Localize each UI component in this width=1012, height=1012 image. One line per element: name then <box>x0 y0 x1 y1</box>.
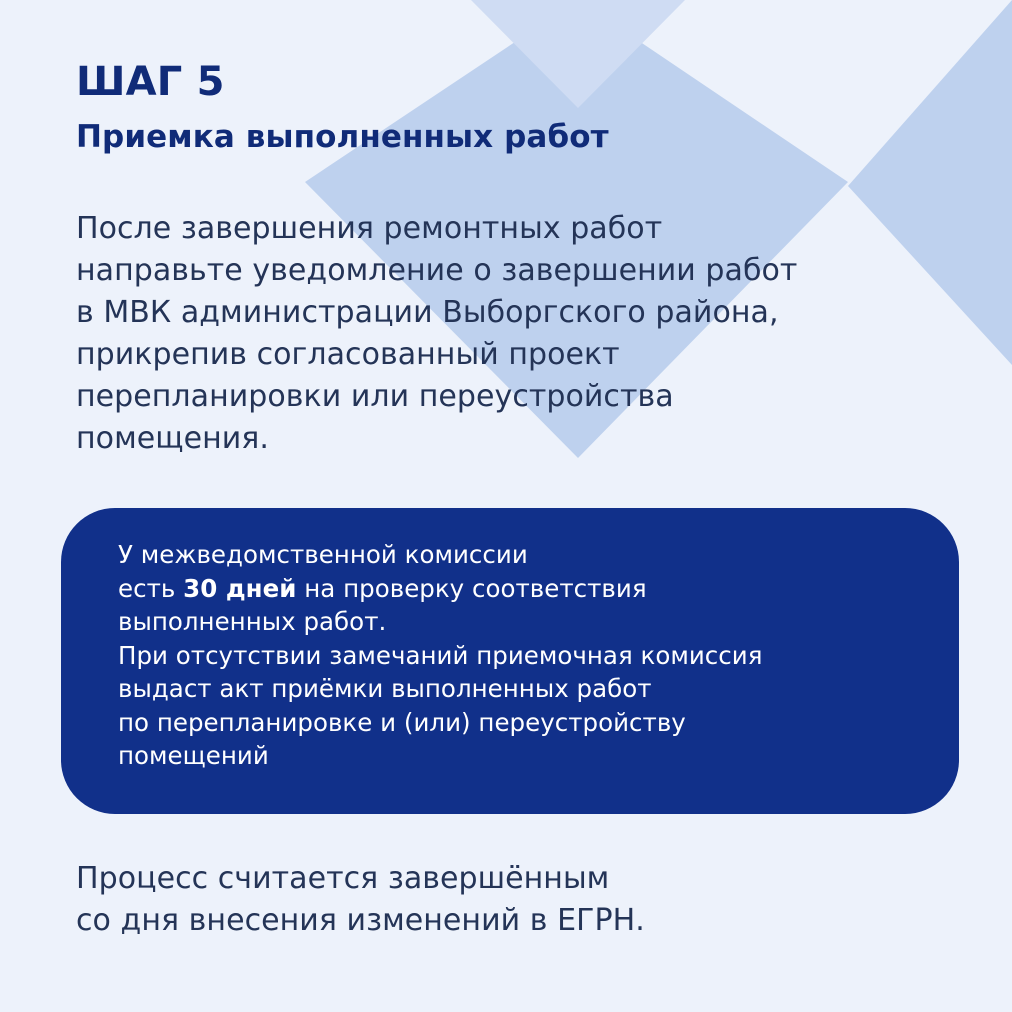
intro-line: перепланировки или переустройства <box>76 379 674 414</box>
intro-paragraph <box>76 208 956 460</box>
info-line: У межведомственной комиссии <box>118 540 528 569</box>
info-line: по перепланировке и (или) переустройству <box>118 707 686 737</box>
step-title: ШАГ 5 <box>76 59 225 105</box>
info-panel <box>61 508 959 814</box>
info-line-deadline <box>118 572 919 606</box>
intro-line: После завершения ремонтных работ <box>76 211 663 246</box>
info-panel-text <box>118 538 919 773</box>
info-line: выполненных работ. <box>118 607 387 637</box>
info-line: выдаст акт приёмки выполненных работ <box>118 674 652 704</box>
intro-line: в МВК администрации Выборгского района, <box>76 295 779 330</box>
deadline-emphasis: 30 дней <box>183 573 297 603</box>
closing-line: со дня внесения изменений в ЕГРН. <box>76 903 645 939</box>
intro-line: помещения. <box>76 421 269 456</box>
deadline-suffix: на проверку соответствия <box>296 573 647 603</box>
step-heading: Приемка выполненных работ <box>76 119 609 155</box>
info-line: помещений <box>118 741 269 771</box>
deadline-prefix: есть <box>118 573 184 603</box>
closing-paragraph <box>76 858 936 943</box>
intro-line: прикрепив согласованный проект <box>76 337 620 372</box>
info-line: При отсутствии замечаний приемочная комиссия <box>118 640 763 670</box>
intro-line: направьте уведомление о завершении работ <box>76 253 798 288</box>
closing-line: Процесс считается завершённым <box>76 861 610 896</box>
